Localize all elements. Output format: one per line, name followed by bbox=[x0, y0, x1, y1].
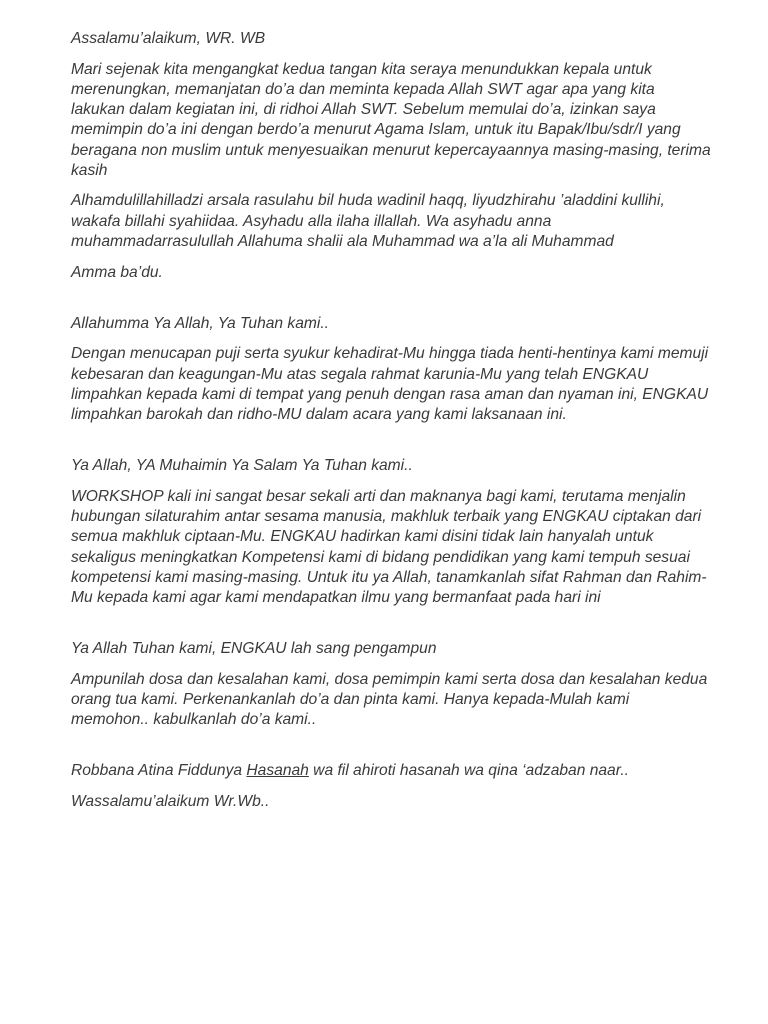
praise-paragraph: Dengan menucapan puji serta syukur kehadirat-Mu hingga tiada henti-hentinya kami memuji kebesaran dan keagungan-Mu atas segala rahmat karunia-Mu yang telah ENGKAU limpahkan kepada kami di tempat yang penuh dengan rasa aman dan nyaman ini, ENGKAU limpahkan barokah dan ridho-MU dalam acara yang kami laksanaan ini. bbox=[71, 345, 709, 424]
opening-paragraph: Alhamdulillahilladzi arsala rasulahu bil huda wadinil haqq, liyudzhirahu ’aladdini kullihi, wakafa billahi syahiidaa. Asyhadu alla ilaha illallah. Wa asyhadu anna muhammadarrasulullah Allahuma shalii ala Muhammad wa a’la ali Muhammad bbox=[71, 192, 665, 250]
amma-line: Amma ba’du. bbox=[71, 263, 163, 281]
workshop-paragraph: WORKSHOP kali ini sangat besar sekali arti dan maknanya bagi kami, terutama menjalin hubungan silaturahim antar sesama manusia, makhluk terbaik yang ENGKAU ciptakan dari semua makhluk ciptaan-Mu. ENGKAU hadirkan kami disini tidak lain hanyalah untuk sekaligus meningkatkan Kompetensi kami di bidang pendidikan yang kami tempuh sesuai kompetensi kami masing-masing. Untuk itu ya Allah, tanamkanlah sifat Rahman dan Rahim-Mu kepada kami agar kami mendapatkan ilmu yang bermanfaat pada hari ini bbox=[71, 487, 707, 606]
forgiveness-paragraph: Ampunilah dosa dan kesalahan kami, dosa pemimpin kami serta dosa dan kesalahan kedua orang tua kami. Perkenankanlah do’a dan pinta kami. Hanya kepada-Mulah kami memohon.. kabulkanlah do’a kami.. bbox=[71, 670, 708, 729]
heading-pengampun: Ya Allah Tuhan kami, ENGKAU lah sang pengampun bbox=[71, 640, 437, 658]
farewell: Wassalamu’alaikum Wr.Wb.. bbox=[71, 793, 270, 811]
hasanah-link[interactable]: Hasanah bbox=[246, 762, 309, 780]
heading-allahumma: Allahumma Ya Allah, Ya Tuhan kami.. bbox=[71, 314, 330, 332]
heading-muhaimin: Ya Allah, YA Muhaimin Ya Salam Ya Tuhan kami.. bbox=[71, 457, 413, 475]
closing-prayer bbox=[71, 761, 711, 781]
greeting: Assalamu’alaikum, WR. WB bbox=[71, 30, 266, 47]
closing-prayer-after: wa fil ahiroti hasanah wa qina ‘adzaban naar.. bbox=[308, 762, 630, 780]
closing-prayer-before: Robbana Atina Fiddunya bbox=[71, 762, 247, 780]
intro-paragraph: Mari sejenak kita mengangkat kedua tangan kita seraya menundukkan kepala untuk merenungkan, memanjatan do’a dan meminta kepada Allah SWT agar apa yang kita lakukan dalam kegiatan ini, di ridhoi Allah SWT. Sebelum memulai do’a, izinkan saya memimpin do’a ini dengan berdo’a menurut Agama Islam, untuk itu Bapak/Ibu/sdr/I yang beragana non muslim untuk menyesuaikan menurut kepercayaannya masing-masing, terima kasih bbox=[71, 60, 711, 179]
document-page bbox=[71, 29, 711, 812]
